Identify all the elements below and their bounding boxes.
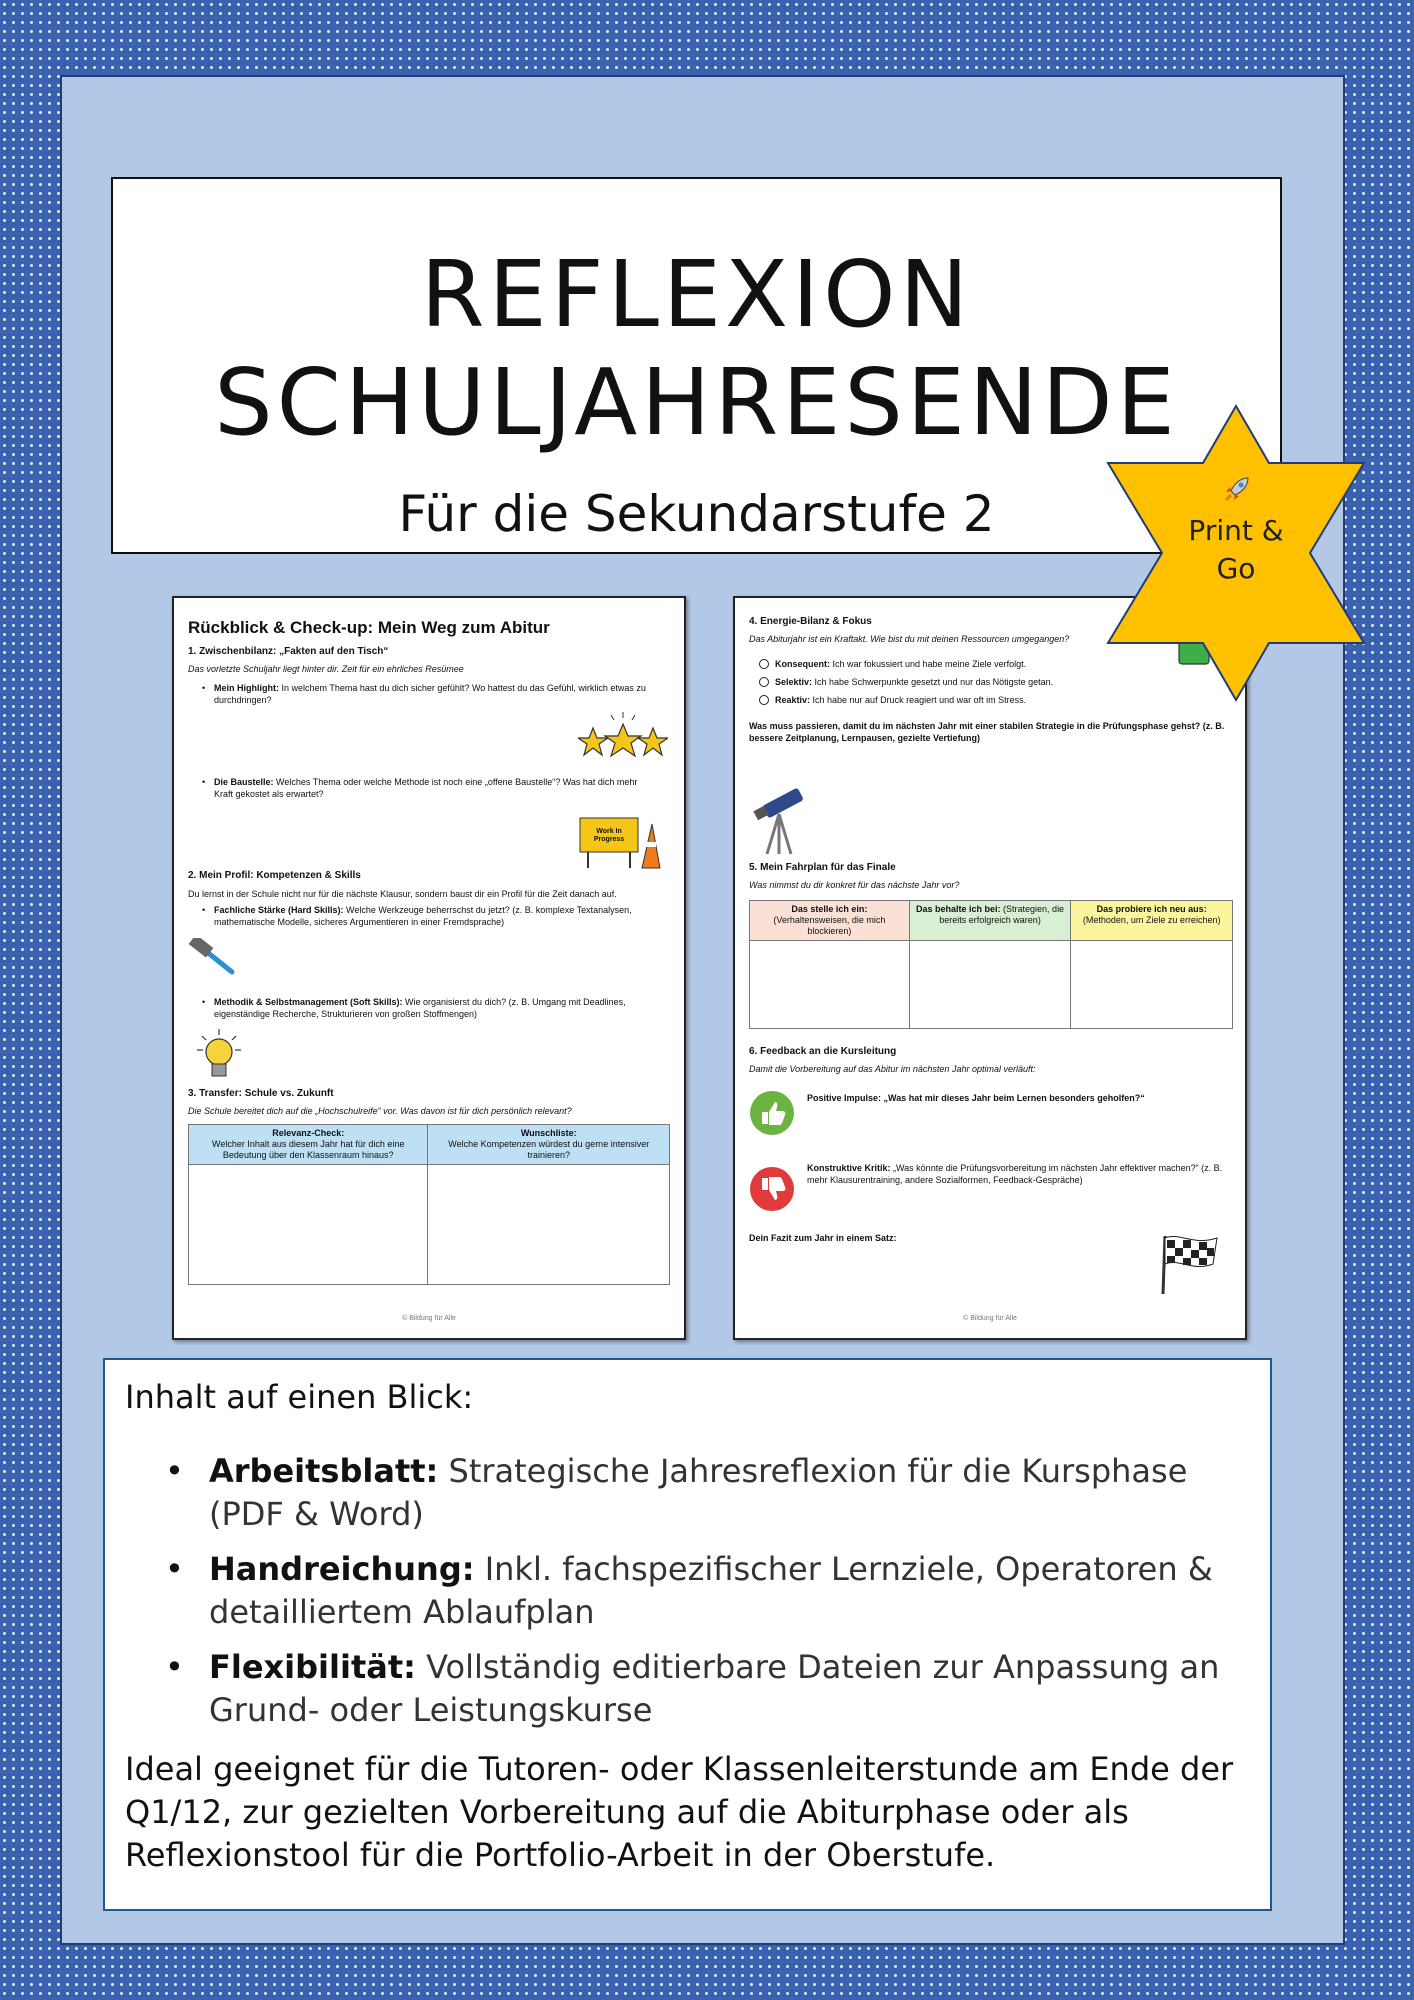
radio-option-konsequent — [775, 658, 1026, 670]
table-header-text: Welcher Inhalt aus diesem Jahr hat für dich eine Bedeutung über den Klassenraum hinaus? — [212, 1139, 405, 1160]
radio-label: Reaktiv: — [775, 695, 811, 705]
bullet-text: In welchem Thema hast du dich sicher gefühlt? Wo hattest du das Gefühl, wirklich etwas zu durchdringen? — [214, 683, 646, 705]
worksheet-preview-page-2 — [733, 596, 1247, 1340]
feedback-text: „Was hat mir dieses Jahr beim Lernen besonders geholfen?“ — [881, 1093, 1145, 1103]
fahrplan-table — [749, 900, 1233, 1029]
bullet-text: Welche Werkzeuge beherrschst du jetzt? (z. B. komplexe Textanalysen, mathematische Modelle, sicheres Argumentieren in einer Fremdsprache) — [214, 905, 632, 927]
relevance-table — [188, 1124, 670, 1285]
item-text: Strategische Jahresreflexion für die Kursphase (PDF & Word) — [209, 1452, 1188, 1533]
table-header-title: Das probiere ich neu aus: — [1096, 904, 1207, 914]
bullet-text: Wie organisierst du dich? (z. B. Umgang mit Deadlines, eigenständige Recherche, Strukturieren von großen Stoffmengen) — [214, 997, 626, 1019]
bullet-text: Welches Thema oder welche Methode ist noch eine „offene Baustelle“? Was hat dich mehr Kraft gekostet als erwartet? — [214, 777, 638, 799]
table-empty-cell — [1071, 941, 1233, 1029]
thumbs-down-icon — [749, 1166, 795, 1217]
work-in-progress-sign-icon — [578, 812, 666, 870]
item-label: Flexibilität: — [209, 1648, 416, 1686]
sheet1-section-3-heading: 3. Transfer: Schule vs. Zukunft — [188, 1088, 334, 1099]
sheet1-section-2-heading: 2. Mein Profil: Kompetenzen & Skills — [188, 870, 361, 881]
sheet1-section-1-intro: Das vorletzte Schuljahr liegt hinter dir. Zeit für ein ehrliches Resümee — [188, 664, 464, 674]
stars-icon — [578, 710, 668, 769]
sheet1-section-2-intro: Du lernst in der Schule nicht nur für die nächste Klausur, sondern baust dir ein Profil für die Zeit danach auf. — [188, 889, 617, 899]
sheet2-section-6-heading: 6. Feedback an die Kursleitung — [749, 1046, 897, 1057]
bullet-soft-skills — [214, 996, 654, 1020]
worksheet-preview-page-1 — [172, 596, 686, 1340]
sheet2-section-5-intro: Was nimmst du dir konkret für das nächste Jahr vor? — [749, 880, 960, 890]
bullet-highlight — [214, 682, 654, 706]
sheet1-footer: © Bildung für Alle — [402, 1315, 456, 1322]
sheet2-section-4-heading: 4. Energie-Bilanz & Fokus — [749, 616, 872, 627]
item-label: Handreichung: — [209, 1550, 475, 1588]
print-and-go-badge — [1102, 404, 1370, 702]
table-empty-cell — [189, 1165, 428, 1285]
table-header-cell — [1071, 901, 1233, 941]
badge-text — [1102, 512, 1370, 588]
table-header-title: Wunschliste: — [520, 1128, 577, 1138]
radio-option-selektiv — [775, 676, 1053, 688]
table-header-title: Das behalte ich bei: — [916, 904, 1001, 914]
radio-option-reaktiv — [775, 694, 1026, 706]
content-overview-box — [103, 1358, 1272, 1911]
feedback-label: Konstruktive Kritik: — [807, 1163, 891, 1173]
list-item — [165, 1450, 1255, 1536]
table-header-title: Relevanz-Check: — [272, 1128, 345, 1138]
badge-line-2: Go — [1216, 552, 1256, 585]
sign-text: Work In Progress — [593, 828, 625, 843]
sheet2-section-4-intro: Das Abiturjahr ist ein Kraftakt. Wie bist du mit deinen Ressourcen umgegangen? — [749, 634, 1070, 644]
overview-heading: Inhalt auf einen Blick: — [125, 1378, 474, 1416]
radio-text: Ich habe Schwerpunkte gesetzt und nur das Nötigste getan. — [812, 677, 1054, 687]
table-header-text: (Verhaltensweisen, die mich blockieren) — [773, 915, 886, 936]
bullet-label: Methodik & Selbstmanagement (Soft Skills): — [214, 997, 403, 1007]
radio-label: Konsequent: — [775, 659, 830, 669]
bullet-baustelle — [214, 776, 654, 800]
item-text: Vollständig editierbare Dateien zur Anpassung an Grund- oder Leistungskurse — [209, 1648, 1220, 1729]
table-header-text: (Strategien, die bereits erfolgreich waren) — [939, 904, 1065, 925]
sheet1-section-1-heading: 1. Zwischenbilanz: „Fakten auf den Tisch“ — [188, 646, 389, 657]
feedback-text: „Was könnte die Prüfungsvorbereitung im nächsten Jahr effektiver machen?“ (z. B. mehr Klausurentraining, andere Sozialformen, Feedback-Gespräche) — [807, 1163, 1223, 1185]
sheet1-section-3-intro: Die Schule bereitet dich auf die „Hochschulreife“ vor. Was davon ist für dich persönlich relevant? — [188, 1106, 572, 1116]
item-label: Arbeitsblatt: — [209, 1452, 439, 1490]
sheet2-fazit: Dein Fazit zum Jahr in einem Satz: — [749, 1233, 897, 1243]
table-empty-cell — [909, 941, 1071, 1029]
checkered-flag-icon — [1159, 1232, 1223, 1301]
lightbulb-icon — [196, 1028, 242, 1087]
bullet-label: Mein Highlight: — [214, 683, 279, 693]
table-header-text: (Methoden, um Ziele zu erreichen) — [1082, 915, 1221, 925]
table-header-cell — [909, 901, 1071, 941]
sheet2-section-5-heading: 5. Mein Fahrplan für das Finale — [749, 862, 896, 873]
list-item — [165, 1548, 1255, 1634]
telescope-icon — [753, 780, 809, 861]
table-header-cell — [750, 901, 910, 941]
feedback-critical — [807, 1162, 1227, 1186]
overview-footer-text: Ideal geeignet für die Tutoren- oder Klassenleiterstunde am Ende der Q1/12, zur gezielten Vorbereitung auf die Abiturphase oder als Reflexionstool für die Portfolio-Arbeit in der Oberstufe. — [125, 1750, 1234, 1874]
feedback-label: Positive Impulse: — [807, 1093, 882, 1103]
table-header-title: Das stelle ich ein: — [791, 904, 868, 914]
overview-list — [165, 1450, 1255, 1744]
badge-line-1: Print & — [1188, 514, 1284, 547]
list-item — [165, 1646, 1255, 1732]
bullet-label: Die Baustelle: — [214, 777, 274, 787]
feedback-positive — [807, 1092, 1227, 1104]
sheet2-footer: © Bildung für Alle — [963, 1315, 1017, 1322]
item-text: Inkl. fachspezifischer Lernziele, Operatoren & detailliertem Ablaufplan — [209, 1550, 1213, 1631]
hammer-icon — [188, 938, 238, 983]
table-empty-cell — [428, 1165, 670, 1285]
subtitle: Für die Sekundarstufe 2 — [398, 485, 995, 543]
table-header-text: Welche Kompetenzen würdest du gerne intensiver trainieren? — [448, 1139, 650, 1160]
sheet2-strategy-question: Was muss passieren, damit du im nächsten Jahr mit einer stabilen Strategie in die Prüfungsphase gehst? (z. B. bessere Zeitplanung, Lernpausen, gezielte Vertiefung) — [749, 721, 1225, 743]
title-line-1: REFLEXION — [420, 241, 973, 348]
sheet2-section-6-intro: Damit die Vorbereitung auf das Abitur im nächsten Jahr optimal verläuft: — [749, 1064, 1036, 1074]
sheet1-title: Rückblick & Check-up: Mein Weg zum Abitur — [188, 618, 550, 637]
bullet-label: Fachliche Stärke (Hard Skills): — [214, 905, 344, 915]
radio-text: Ich habe nur auf Druck reagiert und war oft im Stress. — [810, 695, 1027, 705]
title-line-2: SCHULJAHRESENDE — [214, 349, 1179, 456]
radio-label: Selektiv: — [775, 677, 813, 687]
table-empty-cell — [750, 941, 910, 1029]
table-header-cell — [189, 1125, 428, 1165]
table-header-cell — [428, 1125, 670, 1165]
thumbs-up-icon — [749, 1090, 795, 1141]
bullet-hard-skills — [214, 904, 654, 928]
radio-text: Ich war fokussiert und habe meine Ziele verfolgt. — [830, 659, 1027, 669]
